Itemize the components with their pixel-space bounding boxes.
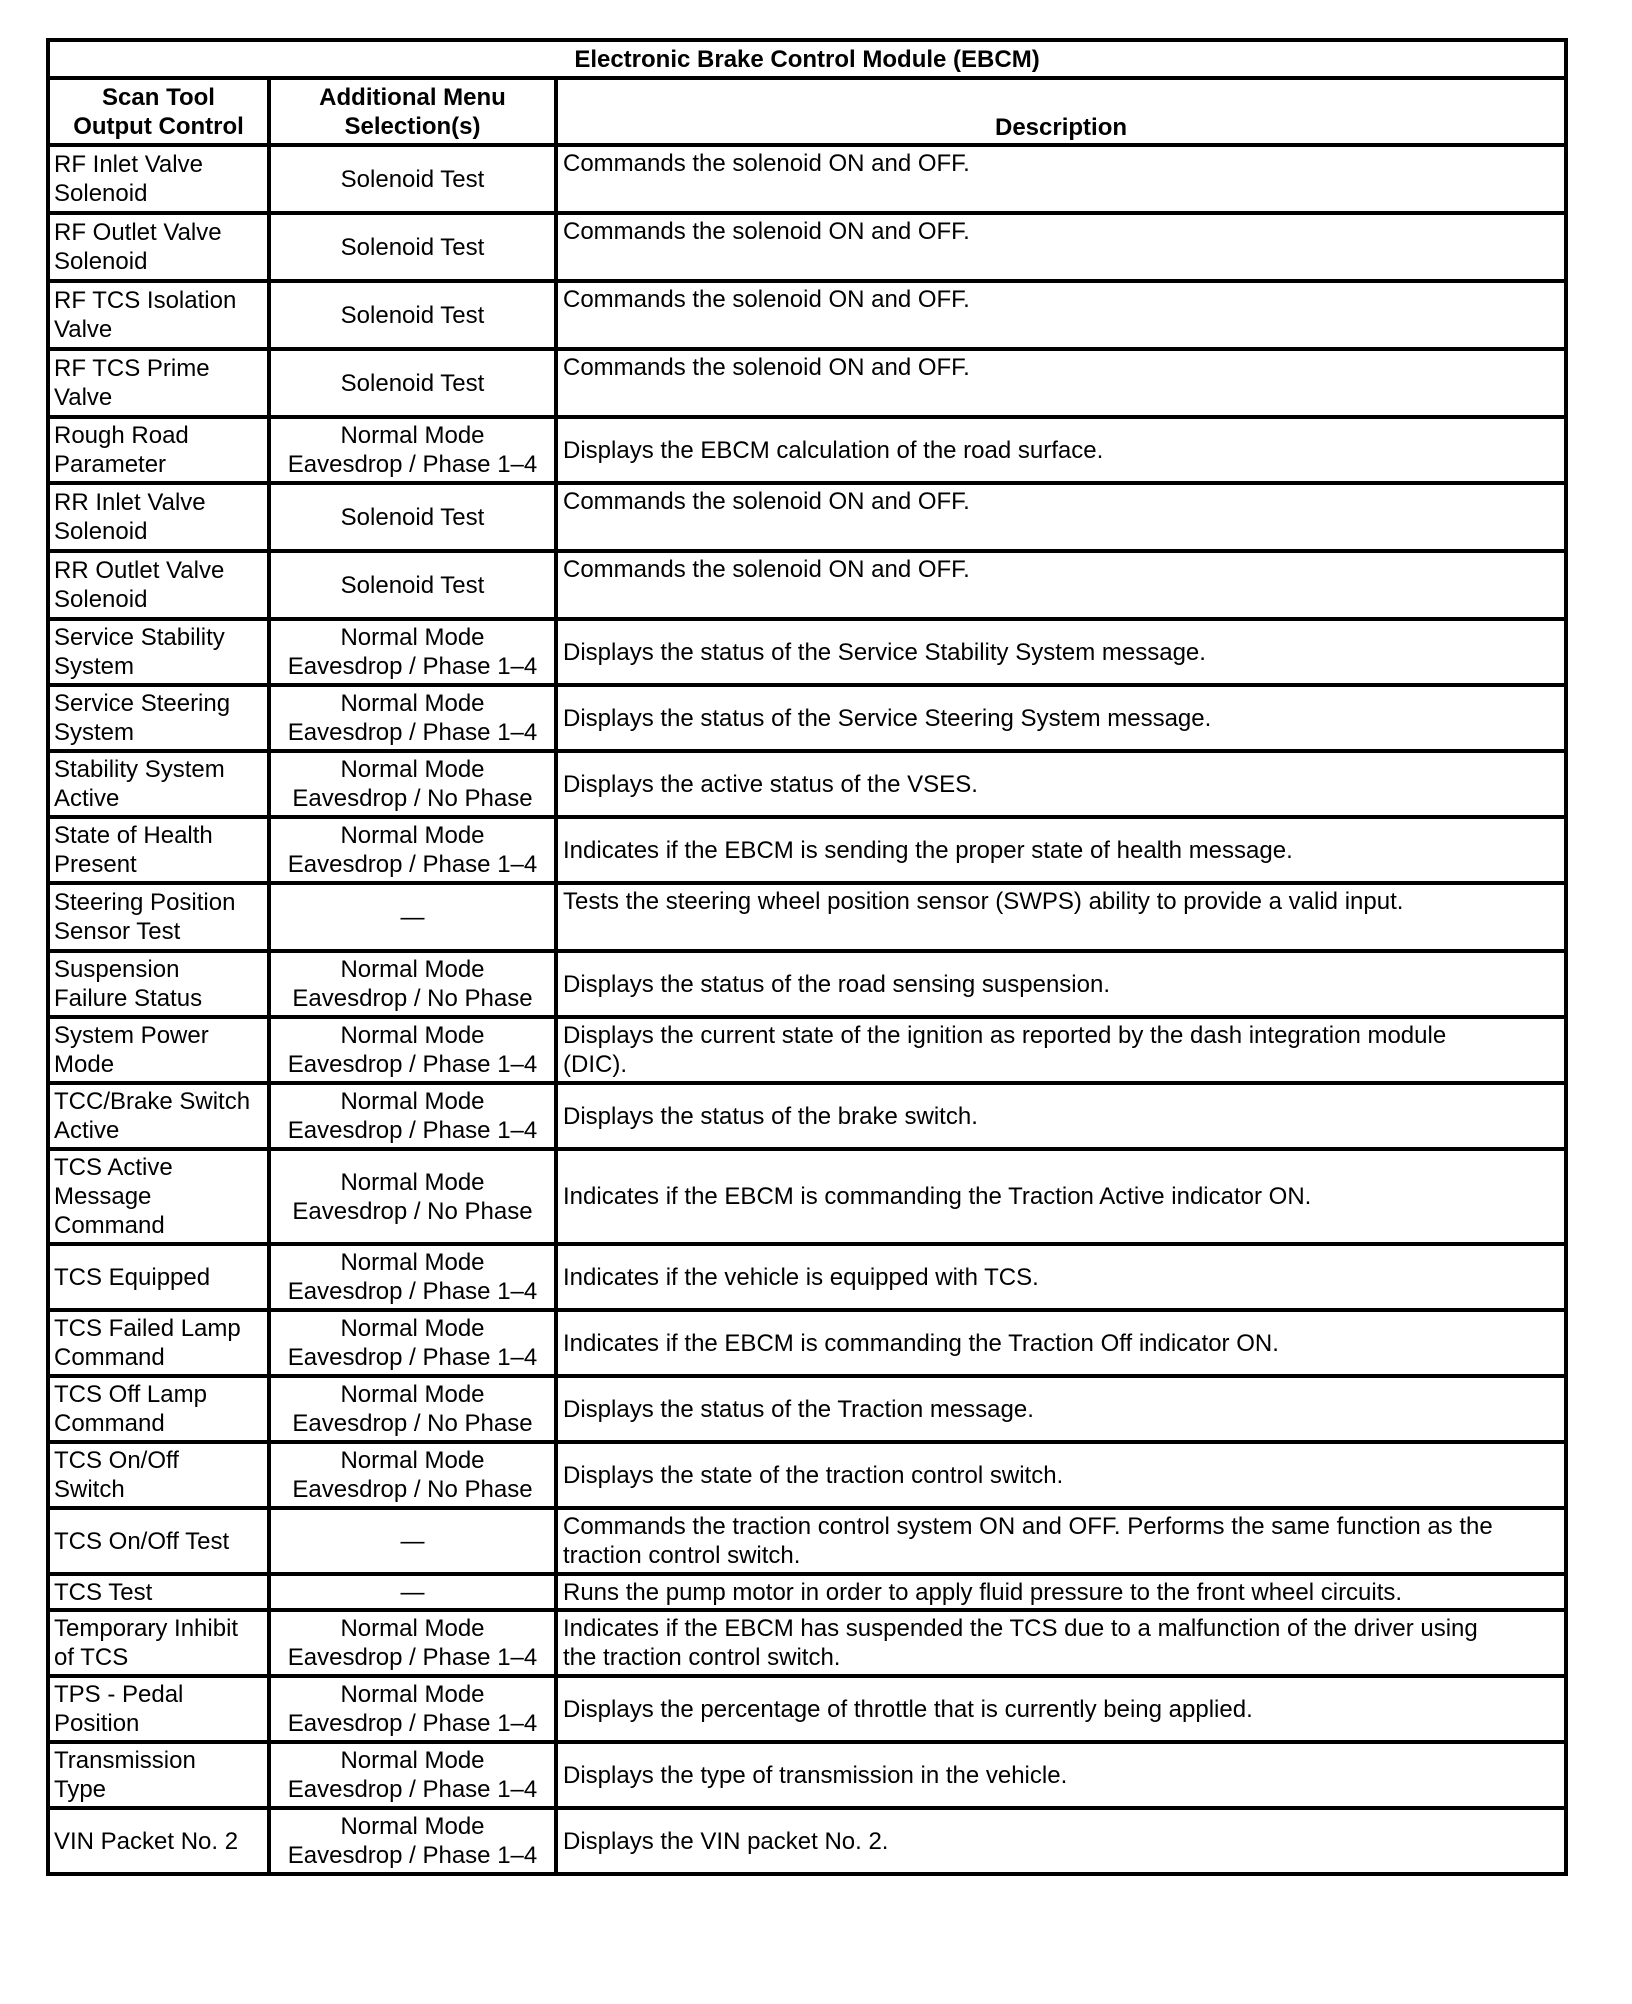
description-cell: Displays the percentage of throttle that is currently being applied. — [556, 1676, 1566, 1742]
output-control-cell: TCS On/Off Switch — [48, 1442, 269, 1508]
description-cell: Indicates if the EBCM has suspended the TCS due to a malfunction of the driver using the traction control switch. — [556, 1610, 1566, 1676]
output-control-cell: State of Health Present — [48, 817, 269, 883]
description-cell: Tests the steering wheel position sensor (SWPS) ability to provide a valid input. — [556, 883, 1566, 951]
menu-selection-cell: Normal Mode Eavesdrop / Phase 1–4 — [269, 1310, 556, 1376]
table-row — [48, 1244, 1566, 1310]
ebcm-output-control-table — [46, 38, 1568, 1876]
menu-selection-cell: Solenoid Test — [269, 349, 556, 417]
header-description: Description — [556, 78, 1566, 145]
table-row — [48, 685, 1566, 751]
table-row — [48, 883, 1566, 951]
table-row — [48, 1508, 1566, 1574]
table-row — [48, 1149, 1566, 1244]
description-cell: Commands the solenoid ON and OFF. — [556, 551, 1566, 619]
output-control-cell: TCS Active Message Command — [48, 1149, 269, 1244]
description-cell: Displays the status of the Traction message. — [556, 1376, 1566, 1442]
description-cell: Commands the solenoid ON and OFF. — [556, 349, 1566, 417]
table-row — [48, 751, 1566, 817]
description-cell: Displays the VIN packet No. 2. — [556, 1808, 1566, 1874]
output-control-cell: Service Steering System — [48, 685, 269, 751]
table-row — [48, 213, 1566, 281]
output-control-cell: System Power Mode — [48, 1017, 269, 1083]
menu-selection-cell: Normal Mode Eavesdrop / Phase 1–4 — [269, 1610, 556, 1676]
table-row — [48, 1574, 1566, 1610]
output-control-cell: TPS - Pedal Position — [48, 1676, 269, 1742]
description-cell: Indicates if the EBCM is sending the proper state of health message. — [556, 817, 1566, 883]
description-cell: Displays the state of the traction control switch. — [556, 1442, 1566, 1508]
description-cell: Commands the solenoid ON and OFF. — [556, 281, 1566, 349]
table-row — [48, 1742, 1566, 1808]
table-title: Electronic Brake Control Module (EBCM) — [48, 40, 1566, 78]
table-row — [48, 1610, 1566, 1676]
menu-selection-cell: Normal Mode Eavesdrop / Phase 1–4 — [269, 1017, 556, 1083]
table-row — [48, 417, 1566, 483]
menu-selection-cell: Normal Mode Eavesdrop / Phase 1–4 — [269, 685, 556, 751]
menu-selection-cell: Normal Mode Eavesdrop / Phase 1–4 — [269, 1244, 556, 1310]
output-control-cell: RF Inlet Valve Solenoid — [48, 145, 269, 213]
menu-selection-cell: Normal Mode Eavesdrop / No Phase — [269, 1149, 556, 1244]
menu-selection-cell: Solenoid Test — [269, 281, 556, 349]
menu-selection-cell: Normal Mode Eavesdrop / Phase 1–4 — [269, 817, 556, 883]
output-control-cell: TCS Test — [48, 1574, 269, 1610]
description-cell: Displays the status of the Service Stability System message. — [556, 619, 1566, 685]
output-control-cell: TCS Failed Lamp Command — [48, 1310, 269, 1376]
menu-selection-cell: Normal Mode Eavesdrop / No Phase — [269, 1376, 556, 1442]
output-control-cell: Steering Position Sensor Test — [48, 883, 269, 951]
output-control-cell: Stability System Active — [48, 751, 269, 817]
menu-selection-cell: Normal Mode Eavesdrop / No Phase — [269, 1442, 556, 1508]
description-cell: Commands the traction control system ON and OFF. Performs the same function as the traction control switch. — [556, 1508, 1566, 1574]
table-row — [48, 551, 1566, 619]
table-row — [48, 951, 1566, 1017]
description-cell: Runs the pump motor in order to apply fluid pressure to the front wheel circuits. — [556, 1574, 1566, 1610]
menu-selection-cell: Normal Mode Eavesdrop / Phase 1–4 — [269, 1742, 556, 1808]
output-control-cell: TCC/Brake Switch Active — [48, 1083, 269, 1149]
description-cell: Displays the type of transmission in the vehicle. — [556, 1742, 1566, 1808]
output-control-cell: RF TCS Isolation Valve — [48, 281, 269, 349]
table-row — [48, 1676, 1566, 1742]
output-control-cell: Suspension Failure Status — [48, 951, 269, 1017]
table-row — [48, 281, 1566, 349]
description-cell: Commands the solenoid ON and OFF. — [556, 213, 1566, 281]
description-cell: Displays the status of the Service Steering System message. — [556, 685, 1566, 751]
table-body — [48, 145, 1566, 1874]
description-cell: Commands the solenoid ON and OFF. — [556, 483, 1566, 551]
table-row — [48, 1442, 1566, 1508]
table-row — [48, 145, 1566, 213]
description-cell: Displays the active status of the VSES. — [556, 751, 1566, 817]
description-cell: Indicates if the vehicle is equipped with TCS. — [556, 1244, 1566, 1310]
table-row — [48, 1017, 1566, 1083]
menu-selection-cell: Solenoid Test — [269, 145, 556, 213]
menu-selection-cell: — — [269, 1574, 556, 1610]
description-cell: Indicates if the EBCM is commanding the Traction Active indicator ON. — [556, 1149, 1566, 1244]
output-control-cell: RF TCS Prime Valve — [48, 349, 269, 417]
menu-selection-cell: Normal Mode Eavesdrop / No Phase — [269, 751, 556, 817]
output-control-cell: TCS Equipped — [48, 1244, 269, 1310]
output-control-cell: RR Outlet Valve Solenoid — [48, 551, 269, 619]
description-cell: Commands the solenoid ON and OFF. — [556, 145, 1566, 213]
output-control-cell: TCS Off Lamp Command — [48, 1376, 269, 1442]
menu-selection-cell: Normal Mode Eavesdrop / Phase 1–4 — [269, 1083, 556, 1149]
description-cell: Displays the current state of the ignition as reported by the dash integration module (DIC). — [556, 1017, 1566, 1083]
table-row — [48, 483, 1566, 551]
table-row — [48, 1310, 1566, 1376]
output-control-cell: RF Outlet Valve Solenoid — [48, 213, 269, 281]
description-cell: Displays the status of the brake switch. — [556, 1083, 1566, 1149]
menu-selection-cell: Normal Mode Eavesdrop / No Phase — [269, 951, 556, 1017]
table-row — [48, 619, 1566, 685]
output-control-cell: TCS On/Off Test — [48, 1508, 269, 1574]
output-control-cell: Temporary Inhibit of TCS — [48, 1610, 269, 1676]
table-title-row — [48, 40, 1566, 78]
description-cell: Displays the status of the road sensing suspension. — [556, 951, 1566, 1017]
output-control-cell: Rough Road Parameter — [48, 417, 269, 483]
output-control-cell: RR Inlet Valve Solenoid — [48, 483, 269, 551]
output-control-cell: VIN Packet No. 2 — [48, 1808, 269, 1874]
table-row — [48, 1808, 1566, 1874]
menu-selection-cell: Solenoid Test — [269, 551, 556, 619]
table-row — [48, 349, 1566, 417]
menu-selection-cell: Normal Mode Eavesdrop / Phase 1–4 — [269, 1676, 556, 1742]
output-control-cell: Service Stability System — [48, 619, 269, 685]
header-additional-menu-selections: Additional Menu Selection(s) — [269, 78, 556, 145]
table-row — [48, 1083, 1566, 1149]
menu-selection-cell: Solenoid Test — [269, 483, 556, 551]
output-control-cell: Transmission Type — [48, 1742, 269, 1808]
description-cell: Displays the EBCM calculation of the road surface. — [556, 417, 1566, 483]
description-cell: Indicates if the EBCM is commanding the Traction Off indicator ON. — [556, 1310, 1566, 1376]
document-page — [46, 38, 1568, 1876]
header-scan-tool-output-control: Scan Tool Output Control — [48, 78, 269, 145]
menu-selection-cell: — — [269, 1508, 556, 1574]
header-row — [48, 78, 1566, 145]
table-row — [48, 1376, 1566, 1442]
menu-selection-cell: Normal Mode Eavesdrop / Phase 1–4 — [269, 1808, 556, 1874]
menu-selection-cell: — — [269, 883, 556, 951]
menu-selection-cell: Normal Mode Eavesdrop / Phase 1–4 — [269, 417, 556, 483]
table-row — [48, 817, 1566, 883]
menu-selection-cell: Normal Mode Eavesdrop / Phase 1–4 — [269, 619, 556, 685]
menu-selection-cell: Solenoid Test — [269, 213, 556, 281]
